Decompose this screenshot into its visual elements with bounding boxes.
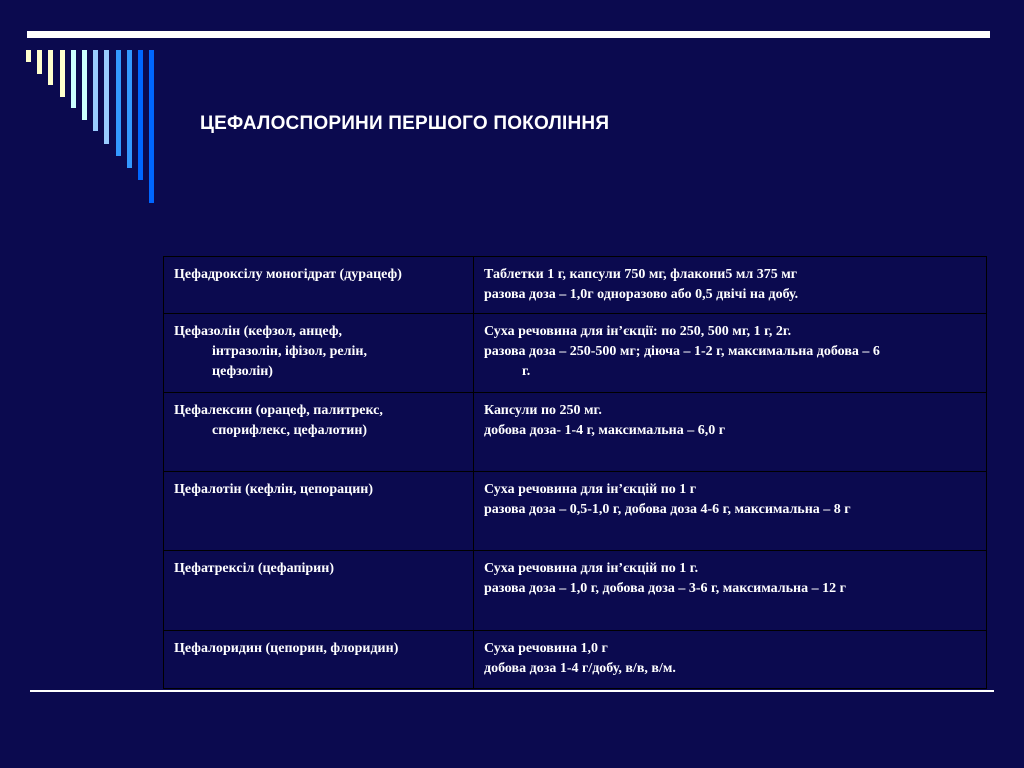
stripe <box>116 50 121 156</box>
drug-name-cell <box>164 314 474 393</box>
stripe <box>82 50 87 120</box>
drug-name-line: Цефалоридин (цепорин, флоридин) <box>174 641 399 656</box>
bottom-rule <box>30 690 994 692</box>
dosage-line: Суха речовина для ін’єкції: по 250, 500 мг, 1 г, 2г. <box>484 324 792 339</box>
table-row <box>164 393 987 472</box>
drug-name-cell <box>164 631 474 689</box>
stripe <box>48 50 53 85</box>
drug-name-line: спорифлекс, цефалотин) <box>212 423 368 438</box>
stripe <box>37 50 42 74</box>
dosage-cell <box>474 551 987 631</box>
slide-title: ЦЕФАЛОСПОРИНИ ПЕРШОГО ПОКОЛІННЯ <box>200 113 610 134</box>
dosage-line: Суха речовина для ін’єкцій по 1 г <box>484 482 697 497</box>
drug-name-line: Цефатрексіл (цефапірин) <box>174 561 334 576</box>
table-row <box>164 631 987 689</box>
drug-name-cell <box>164 393 474 472</box>
drug-table <box>163 256 987 689</box>
dosage-line: Суха речовина для ін’єкцій по 1 г. <box>484 561 699 576</box>
dosage-line: разова доза – 1,0 г, добова доза – 3-6 г, максимальна – 12 г <box>484 581 846 596</box>
drug-name-cell <box>164 551 474 631</box>
drug-name-line: інтразолін, іфізол, релін, <box>212 344 367 359</box>
dosage-cell <box>474 393 987 472</box>
stripe <box>127 50 132 168</box>
dosage-line: разова доза – 1,0г одноразово або 0,5 двічі на добу. <box>484 287 799 302</box>
dosage-line: Таблетки 1 г, капсули 750 мг, флакони5 мл 375 мг <box>484 267 798 282</box>
dosage-line: разова доза – 250-500 мг; діюча – 1-2 г, максимальна добова – 6 <box>484 344 880 359</box>
drug-name-line: Цефазолін (кефзол, анцеф, <box>174 324 342 339</box>
dosage-cell <box>474 314 987 393</box>
stripe <box>104 50 109 144</box>
table-row <box>164 551 987 631</box>
drug-name-line: Цефалексин (орацеф, палитрекс, <box>174 403 383 418</box>
dosage-cell <box>474 631 987 689</box>
top-rule <box>27 31 990 38</box>
drug-name-cell <box>164 257 474 314</box>
stripe <box>60 50 65 97</box>
dosage-line: добова доза 1-4 г/добу, в/в, в/м. <box>484 661 676 676</box>
dosage-line: Суха речовина 1,0 г <box>484 641 608 656</box>
dosage-line: разова доза – 0,5-1,0 г, добова доза 4-6 г, максимальна – 8 г <box>484 502 851 517</box>
dosage-cell <box>474 257 987 314</box>
stripe <box>149 50 154 203</box>
drug-name-cell <box>164 472 474 551</box>
dosage-line: добова доза- 1-4 г, максимальна – 6,0 г <box>484 423 726 438</box>
drug-name-line: Цефадроксілу моногідрат (дурацеф) <box>174 267 402 282</box>
table-row <box>164 314 987 393</box>
stripe <box>93 50 98 131</box>
table-row <box>164 257 987 314</box>
drug-name-line: цефзолін) <box>212 364 273 379</box>
dosage-line: г. <box>522 364 531 379</box>
dosage-cell <box>474 472 987 551</box>
drug-name-line: Цефалотін (кефлін, цепорацин) <box>174 482 373 497</box>
stripe <box>71 50 76 108</box>
table-row <box>164 472 987 551</box>
stripe <box>26 50 31 62</box>
stripe <box>138 50 143 180</box>
dosage-line: Капсули по 250 мг. <box>484 403 602 418</box>
